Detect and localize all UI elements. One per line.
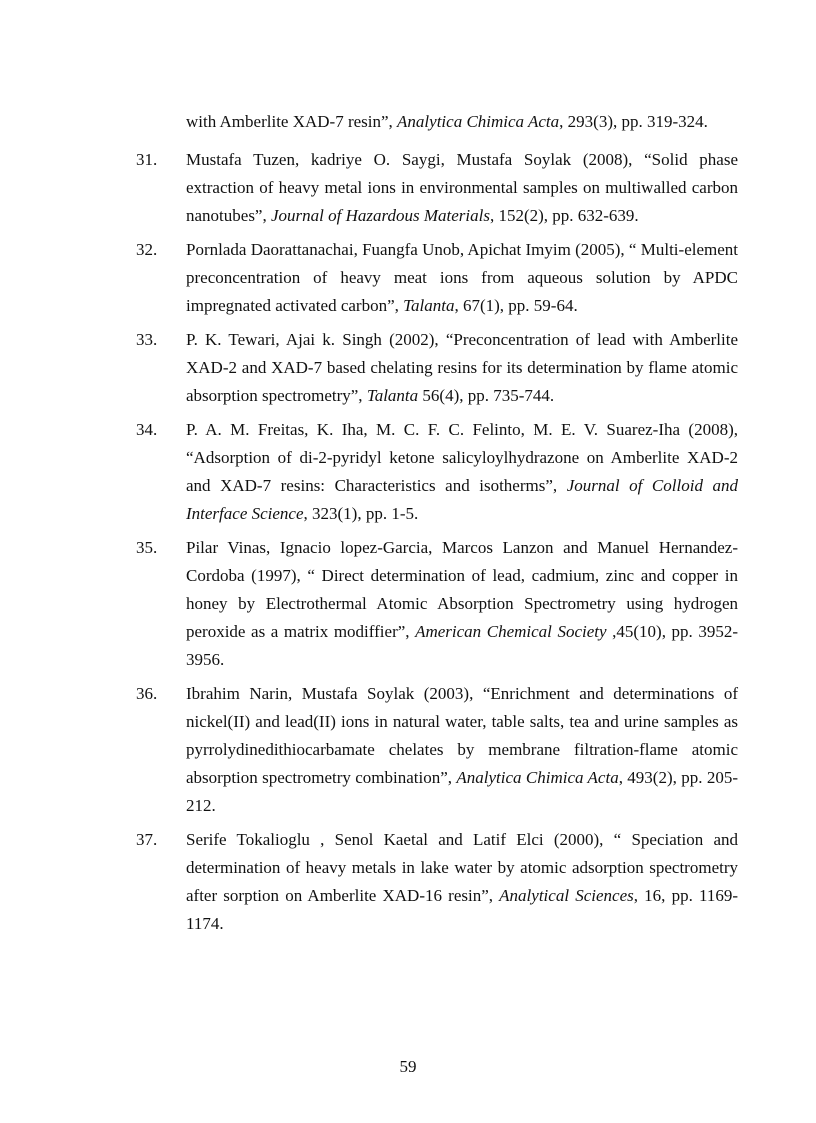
reference-item	[136, 146, 738, 230]
reference-number: 32 .	[136, 236, 157, 264]
reference-details: , 493(2), pp. 205-212.	[186, 768, 738, 815]
reference-journal: Talanta	[366, 386, 419, 405]
reference-item	[136, 236, 738, 320]
reference-details: , 16, pp. 1169-1174.	[186, 886, 739, 933]
reference-details: 56(4), pp. 735-744.	[418, 386, 555, 405]
reference-number: 37 .	[136, 826, 157, 854]
reference-text: Pilar Vinas, Ignacio lopez-Garcia, Marcos Lanzon and Manuel Hernandez-Cordoba (1997), “ Direct determination of lead, cadmium, zinc and copper in honey by Electrothermal Atomic Absorption Spectrometry using hydrogen peroxide as a matrix modiffier”,	[186, 538, 738, 641]
reference-details: ,45(10), pp. 3952-3956.	[186, 622, 739, 669]
reference-text: Pornlada Daorattanachai, Fuangfa Unob, Apichat Imyim (2005), “ Multi-element preconcentration of heavy meat ions from aqueous solution by APDC impregnated activated carbon”,	[186, 240, 738, 315]
reference-item	[136, 534, 738, 674]
reference-item	[136, 680, 738, 820]
reference-journal: Journal of Hazardous Materials	[270, 206, 490, 225]
reference-journal: Analytica Chimica Acta	[397, 112, 560, 131]
reference-journal: American Chemical Society	[415, 622, 607, 641]
reference-list	[136, 108, 738, 944]
reference-number: 36 .	[136, 680, 157, 708]
reference-text: Ibrahim Narin, Mustafa Soylak (2003), “Enrichment and determinations of nickel(II) and lead(II) ions in natural water, table salts, tea and urine samples as pyrrolydinedithiocarbamate chelates by membrane filtration-flame atomic absorption spectrometry combination”,	[186, 684, 738, 787]
reference-item	[136, 416, 738, 528]
reference-details: , 152(2), pp. 632-639.	[489, 206, 639, 225]
reference-item	[136, 326, 738, 410]
reference-journal: Talanta	[403, 296, 455, 315]
reference-number: 34 .	[136, 416, 157, 444]
reference-number: 35 .	[136, 534, 157, 562]
reference-details: , 67(1), pp. 59-64.	[454, 296, 578, 315]
reference-number: 33 .	[136, 326, 157, 354]
reference-details: , 323(1), pp. 1-5.	[303, 504, 419, 523]
reference-number: 31 .	[136, 146, 157, 174]
reference-journal: Analytica Chimica Acta	[456, 768, 619, 787]
reference-details: , 293(3), pp. 319-324.	[559, 112, 708, 131]
reference-journal: Journal of Colloid and Interface Science	[186, 476, 738, 523]
reference-item	[136, 826, 738, 938]
reference-text: with Amberlite XAD-7 resin”,	[186, 112, 398, 131]
reference-text: Serife Tokalioglu , Senol Kaetal and Latif Elci (2000), “ Speciation and determination of heavy metals in lake water by atomic adsorption spectrometry after sorption on Amberlite XAD-16 resin”,	[186, 830, 738, 905]
reference-item-continued	[136, 108, 738, 136]
reference-text: P. A. M. Freitas, K. Iha, M. C. F. C. Felinto, M. E. V. Suarez-Iha (2008), “Adsorption of di-2-pyridyl ketone salicyloylhydrazone on Amberlite XAD-2 and XAD-7 resins: Characteristics and isotherms”,	[186, 420, 738, 495]
reference-text: P. K. Tewari, Ajai k. Singh (2002), “Preconcentration of lead with Amberlite XAD-2 and XAD-7 based chelating resins for its determination by flame atomic absorption spectrometry”,	[186, 330, 738, 405]
reference-text: Mustafa Tuzen, kadriye O. Saygi, Mustafa Soylak (2008), “Solid phase extraction of heavy metal ions in environmental samples on multiwalled carbon nanotubes”,	[186, 150, 738, 225]
page-number: 59	[399, 1057, 417, 1076]
reference-journal: Analytical Sciences	[499, 886, 634, 905]
